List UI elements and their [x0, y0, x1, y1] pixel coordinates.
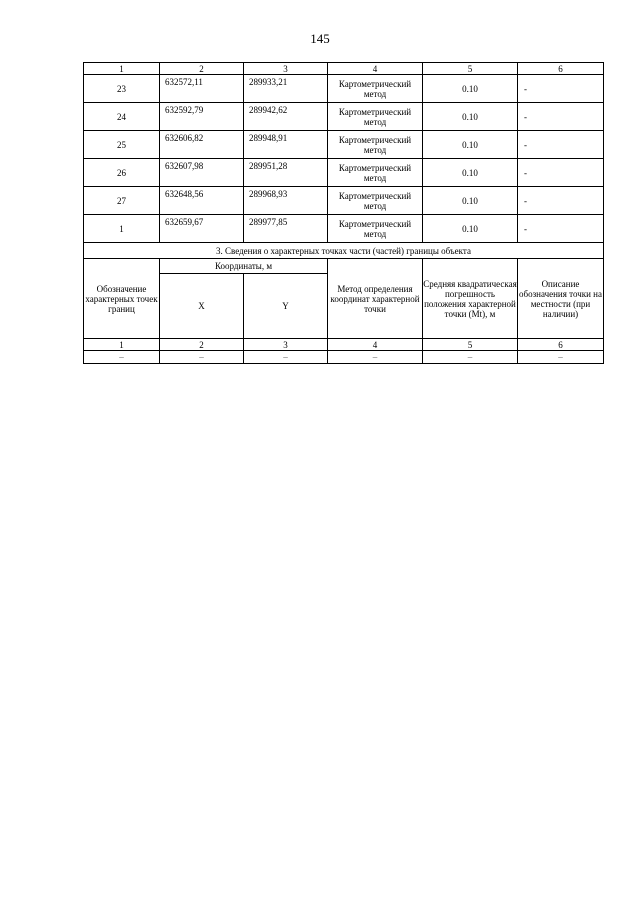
description: - — [518, 159, 604, 187]
table-row — [84, 75, 604, 103]
empty-cell: – — [84, 351, 160, 364]
section-3-empty-row — [84, 351, 604, 364]
coord-x: 632572,11 — [160, 75, 244, 103]
header-y: Y — [244, 274, 328, 339]
column-number: 3 — [244, 63, 328, 75]
section-3-column-number-row — [84, 339, 604, 351]
coord-x: 632659,67 — [160, 215, 244, 243]
column-number: 2 — [160, 339, 244, 351]
accuracy: 0.10 — [423, 159, 518, 187]
empty-cell: – — [518, 351, 604, 364]
point-id: 24 — [84, 103, 160, 131]
table-row — [84, 215, 604, 243]
method: Картометрический метод — [328, 159, 423, 187]
method: Картометрический метод — [328, 131, 423, 159]
section-3-header-row — [84, 259, 604, 274]
column-number: 5 — [423, 339, 518, 351]
column-number: 4 — [328, 63, 423, 75]
accuracy: 0.10 — [423, 75, 518, 103]
coord-y: 289942,62 — [244, 103, 328, 131]
empty-cell: – — [160, 351, 244, 364]
description: - — [518, 103, 604, 131]
column-number-row — [84, 63, 604, 75]
description: - — [518, 215, 604, 243]
section-3-title: 3. Сведения о характерных точках части (частей) границы объекта — [84, 243, 604, 259]
table-row — [84, 131, 604, 159]
empty-cell: – — [423, 351, 518, 364]
accuracy: 0.10 — [423, 215, 518, 243]
coord-x: 632606,82 — [160, 131, 244, 159]
point-id: 26 — [84, 159, 160, 187]
column-number: 6 — [518, 339, 604, 351]
column-number: 1 — [84, 339, 160, 351]
header-point: Обозначение характерных точек границ — [84, 259, 160, 339]
column-number: 4 — [328, 339, 423, 351]
description: - — [518, 187, 604, 215]
accuracy: 0.10 — [423, 187, 518, 215]
point-id: 25 — [84, 131, 160, 159]
coord-y: 289933,21 — [244, 75, 328, 103]
empty-cell: – — [244, 351, 328, 364]
boundary-points-table — [83, 62, 604, 364]
header-x: X — [160, 274, 244, 339]
coord-y: 289948,91 — [244, 131, 328, 159]
column-number: 6 — [518, 63, 604, 75]
coord-y: 289977,85 — [244, 215, 328, 243]
method: Картометрический метод — [328, 103, 423, 131]
method: Картометрический метод — [328, 215, 423, 243]
coord-x: 632648,56 — [160, 187, 244, 215]
column-number: 3 — [244, 339, 328, 351]
empty-cell: – — [328, 351, 423, 364]
coord-y: 289951,28 — [244, 159, 328, 187]
accuracy: 0.10 — [423, 131, 518, 159]
page-number: 145 — [310, 31, 330, 46]
column-number: 1 — [84, 63, 160, 75]
section-3-title-row — [84, 243, 604, 259]
point-id: 1 — [84, 215, 160, 243]
description: - — [518, 75, 604, 103]
table-row — [84, 159, 604, 187]
header-method: Метод определения координат характерной точки — [328, 259, 423, 339]
coord-y: 289968,93 — [244, 187, 328, 215]
header-coordinates: Координаты, м — [160, 259, 328, 274]
column-number: 5 — [423, 63, 518, 75]
coord-x: 632607,98 — [160, 159, 244, 187]
description: - — [518, 131, 604, 159]
header-description: Описание обозначения точки на местности (при наличии) — [518, 259, 604, 339]
method: Картометрический метод — [328, 75, 423, 103]
table-row — [84, 187, 604, 215]
header-accuracy: Средняя квадратическая погрешность положения характерной точки (Mt), м — [423, 259, 518, 339]
method: Картометрический метод — [328, 187, 423, 215]
point-id: 27 — [84, 187, 160, 215]
point-id: 23 — [84, 75, 160, 103]
accuracy: 0.10 — [423, 103, 518, 131]
table-row — [84, 103, 604, 131]
column-number: 2 — [160, 63, 244, 75]
coord-x: 632592,79 — [160, 103, 244, 131]
